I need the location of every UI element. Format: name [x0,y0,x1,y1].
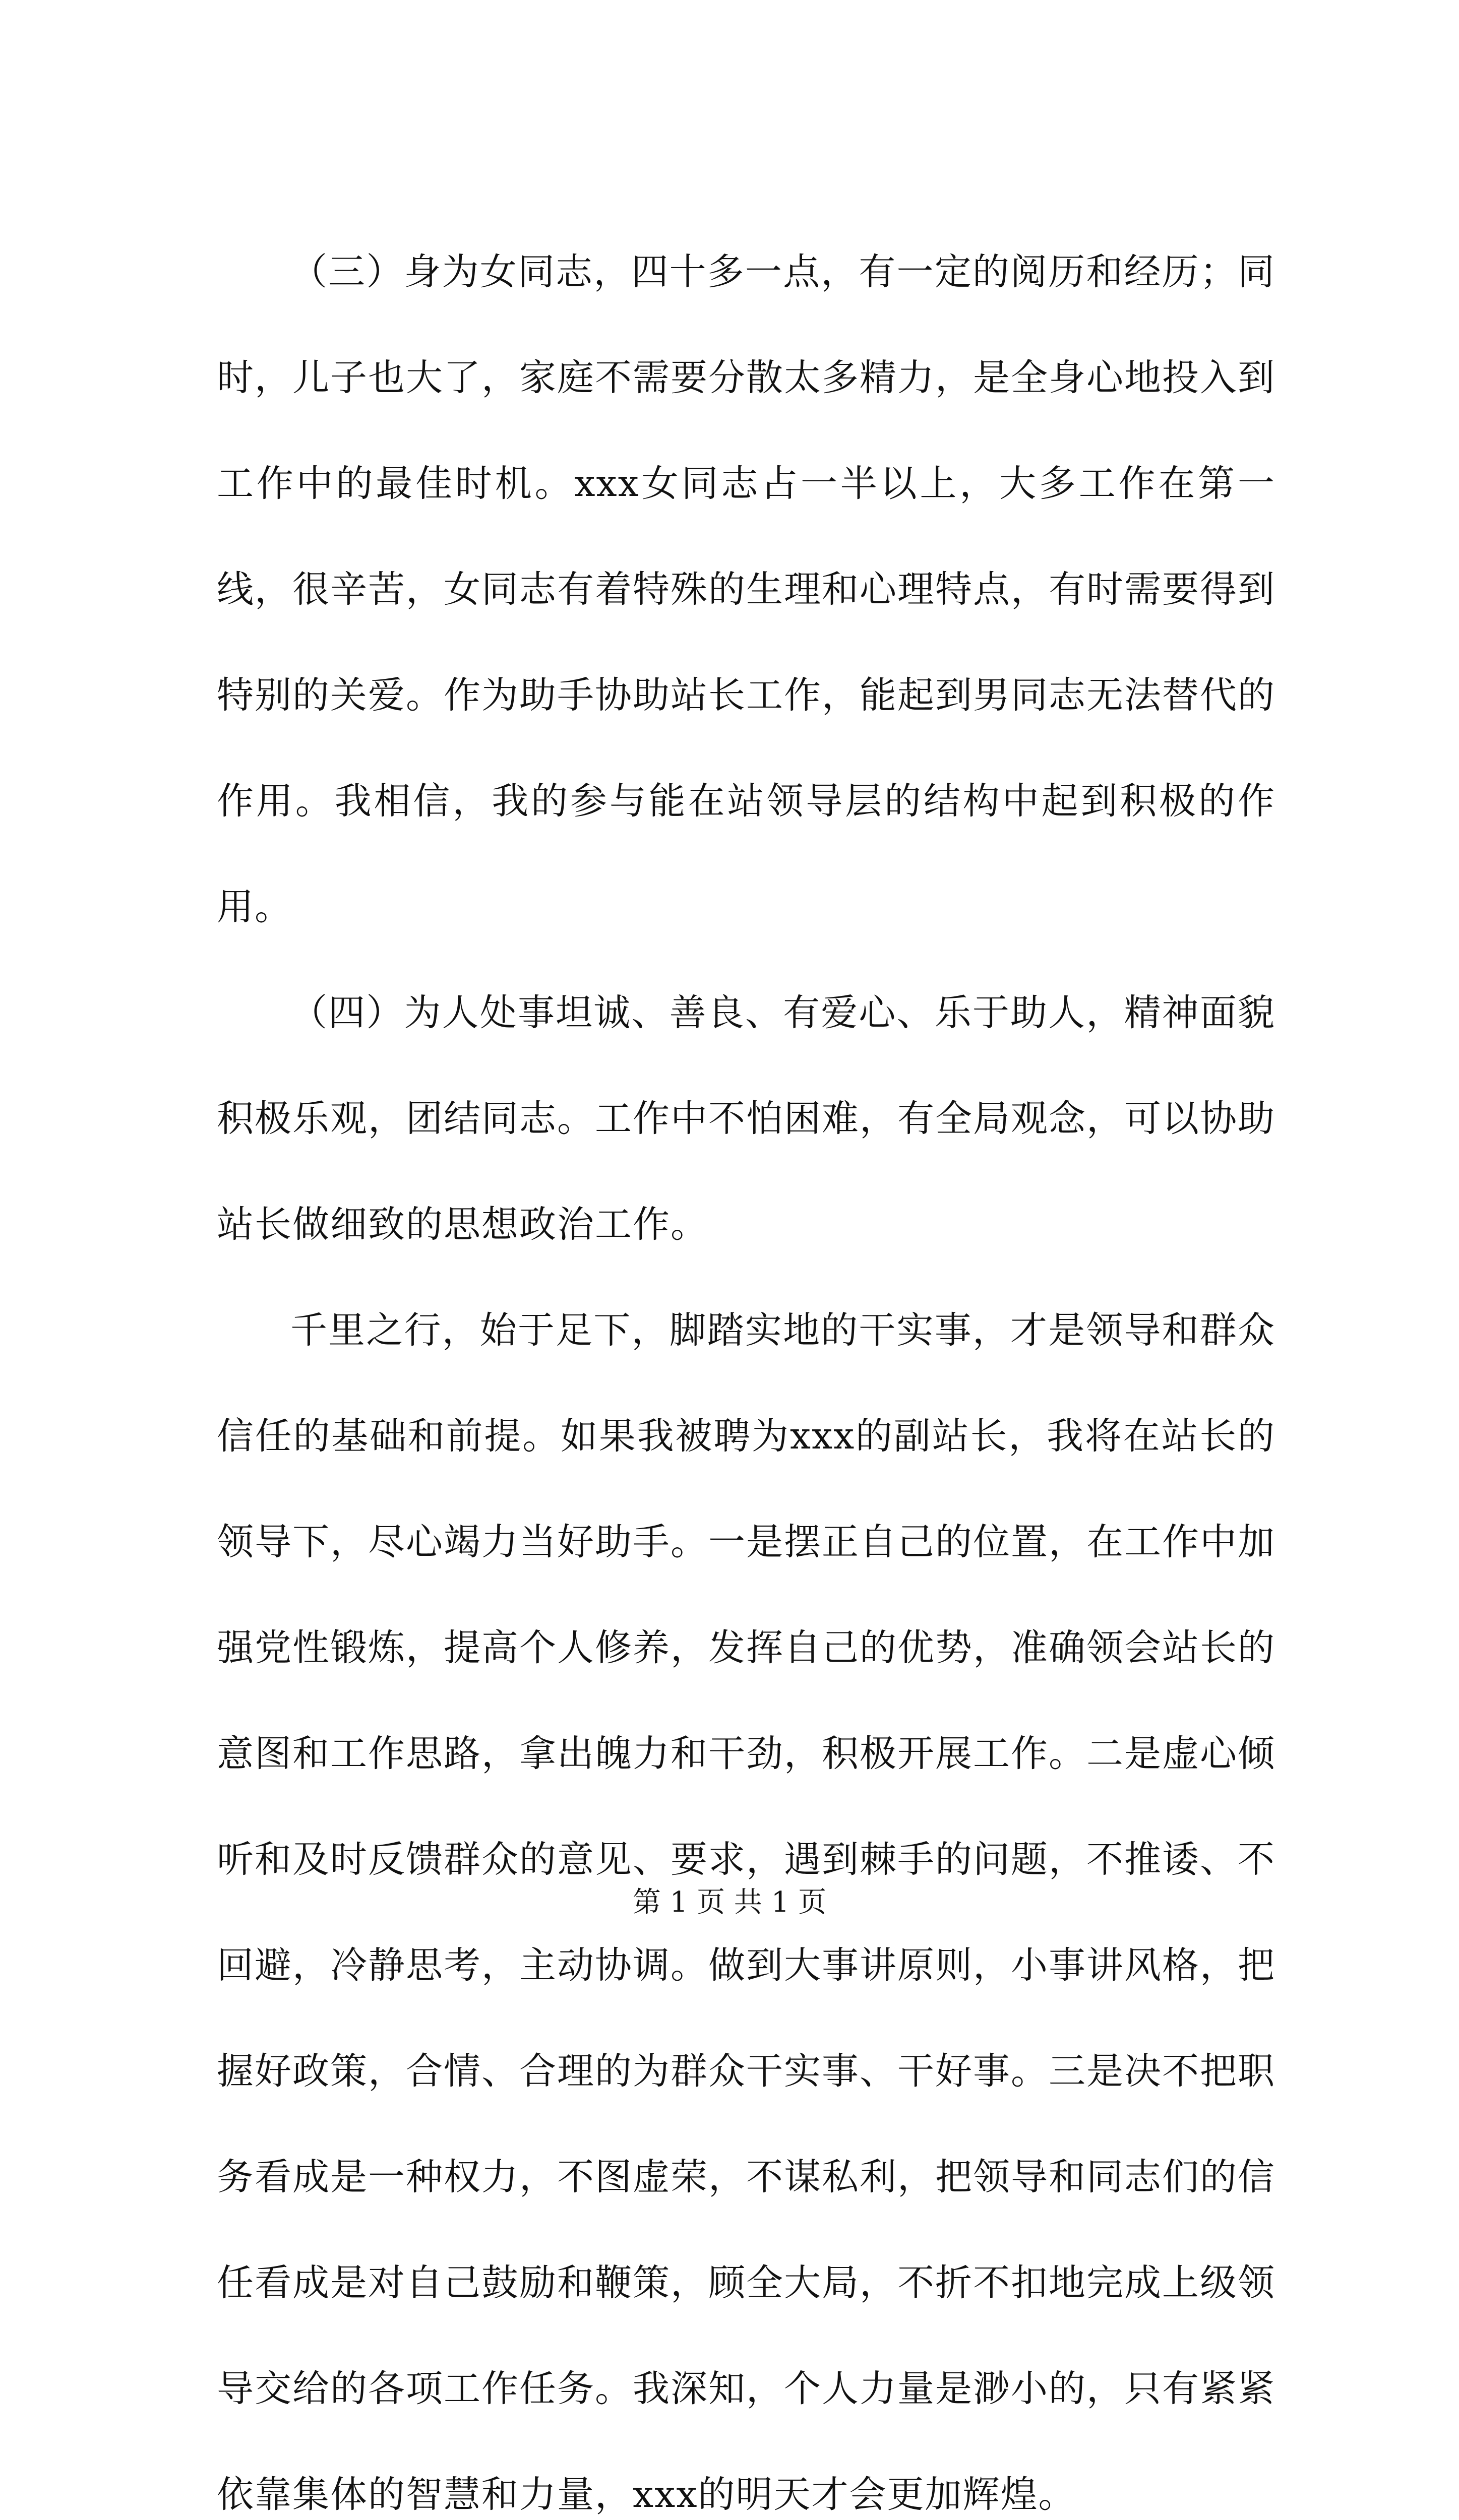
paragraph-4: （四）为人处事坦诚、善良、有爱心、乐于助人，精神面貌积极乐观，团结同志。工作中不怕困难，有全局观念，可以协助站长做细致的思想政治工作。 [217,991,1275,1246]
paragraph-3: （三）身为女同志，四十多一点，有一定的阅历和经历；同时，儿子也大了，家庭不需要分散太多精力，是全身心地投入到工作中的最佳时机。xxx女同志占一半以上，大多工作在第一线，很辛苦，女同志有着特殊的生理和心理特点，有时需要得到特别的关爱。作为助手协助站长工作，能起到男同志无法替代的作用。我相信，我的参与能在站领导层的结构中起到积极的作用。 [217,250,1275,928]
document-body [217,219,1275,2520]
page-footer: 第 1 页 共 1 页 [632,1886,827,1919]
paragraph-conclusion: 千里之行，始于足下，脚踏实地的干实事，才是领导和群众信任的基础和前提。如果我被聘为xxx的副站长，我将在站长的领导下，尽心竭力当好助手。一是摆正自己的位置，在工作中加强党性锻炼，提高个人修养，发挥自己的优势，准确领会站长的意图和工作思路，拿出魄力和干劲，积极开展工作。二是虚心倾听和及时反馈群众的意见、要求，遇到棘手的问题，不推诿、不回避，冷静思考，主动协调。做到大事讲原则，小事讲风格，把握好政策，合情、合理的为群众干实事、干好事。三是决不把职务看成是一种权力，不图虚荣，不谋私利，把领导和同志们的信任看成是对自己鼓励和鞭策，顾全大局，不折不扣地完成上级领导交给的各项工作任务。我深知，个人力量是渺小的，只有紧紧依靠集体的智慧和力量，xxx的明天才会更加辉煌。 [217,1309,1275,2516]
